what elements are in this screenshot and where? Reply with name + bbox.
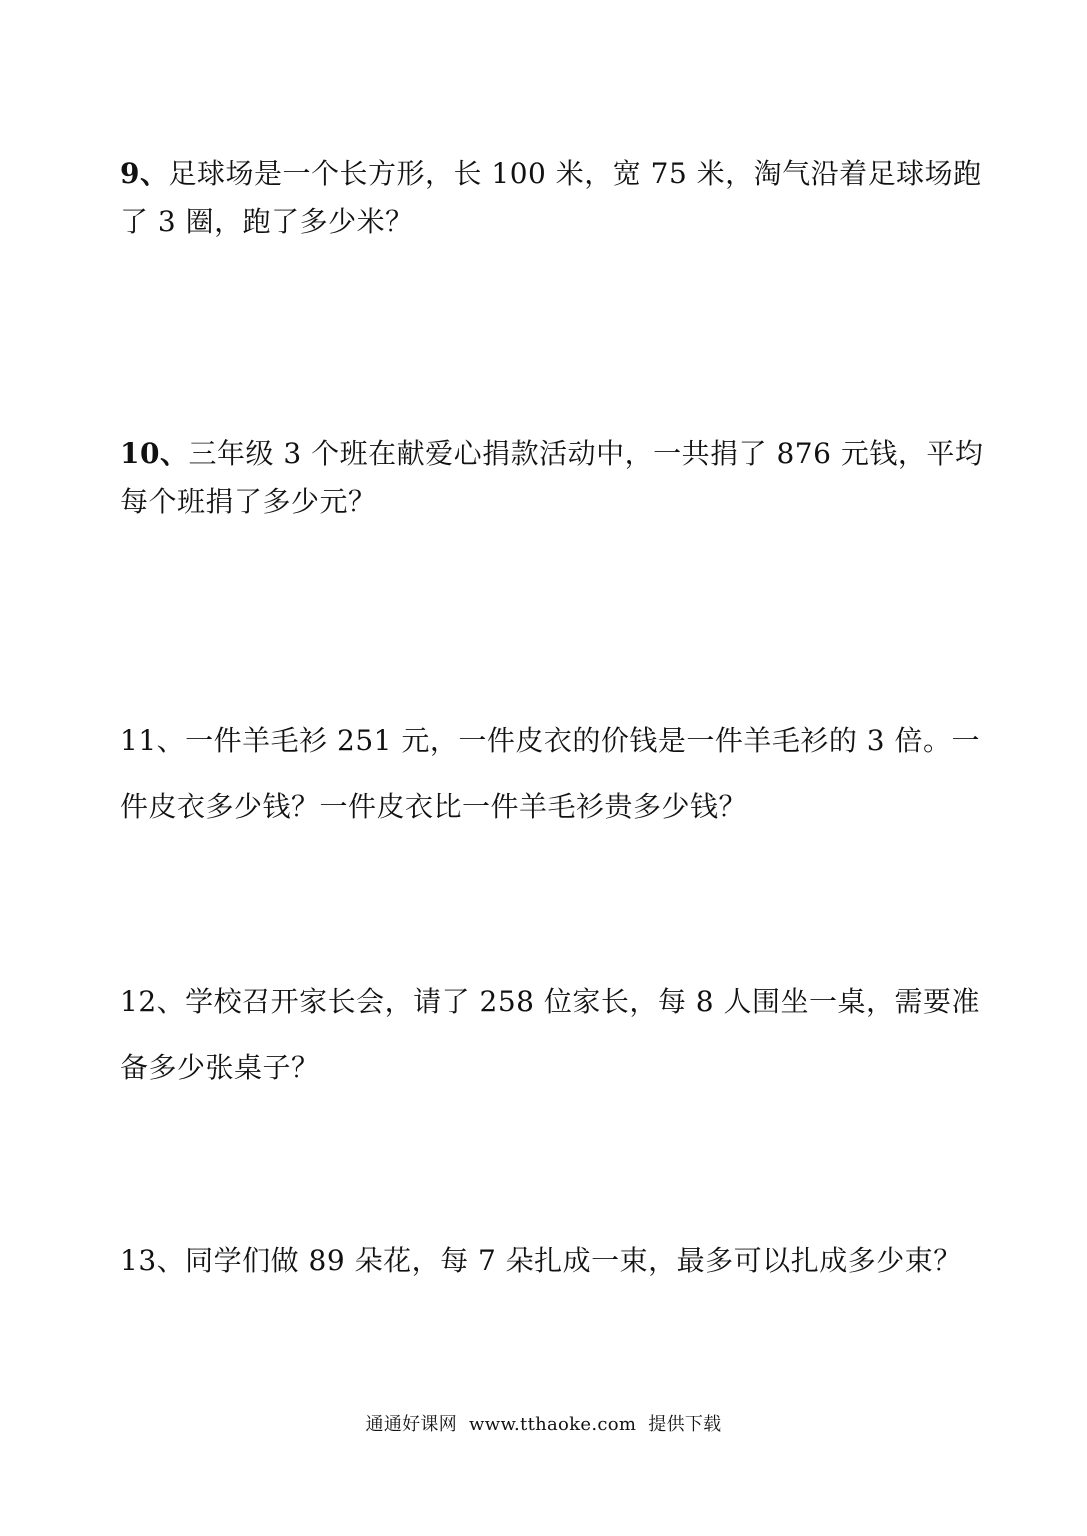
question-text: 了 3 圈，跑了多少米？	[120, 205, 414, 238]
question-12	[120, 985, 981, 1084]
question-line	[120, 157, 982, 208]
question-number: 9、	[120, 157, 169, 190]
question-line	[120, 437, 984, 488]
question-number: 12、	[120, 985, 186, 1018]
footer-url: www.tthaoke.com	[469, 1414, 637, 1435]
question-13	[120, 1244, 980, 1277]
question-10	[120, 437, 984, 518]
question-text: 一件羊毛衫 251 元，一件皮衣的价钱是一件羊毛衫的 3 倍。一	[185, 724, 981, 757]
question-line	[120, 985, 981, 1054]
question-number: 13、	[120, 1244, 186, 1277]
question-line	[120, 1244, 980, 1277]
page-footer	[0, 1410, 1087, 1436]
question-text: 学校召开家长会，请了 258 位家长，每 8 人围坐一桌，需要准	[185, 985, 981, 1018]
question-text: 每个班捐了多少元？	[120, 485, 377, 518]
question-number: 11、	[120, 724, 186, 757]
question-text: 三年级 3 个班在献爱心捐款活动中，一共捐了 876 元钱，平均	[188, 437, 984, 470]
question-11	[120, 724, 981, 823]
question-text: 备多少张桌子？	[120, 1051, 320, 1084]
question-text: 件皮衣多少钱？一件皮衣比一件羊毛衫贵多少钱？	[120, 790, 748, 823]
question-number: 10、	[120, 437, 189, 470]
question-9	[120, 157, 982, 238]
question-line	[120, 724, 981, 793]
question-text: 足球场是一个长方形，长 100 米，宽 75 米，淘气沿着足球场跑	[168, 157, 982, 190]
footer-suffix: 提供下载	[648, 1414, 722, 1435]
question-text: 同学们做 89 朵花，每 7 朵扎成一束，最多可以扎成多少束？	[185, 1244, 962, 1277]
footer-site-name: 通通好课网	[365, 1414, 458, 1435]
